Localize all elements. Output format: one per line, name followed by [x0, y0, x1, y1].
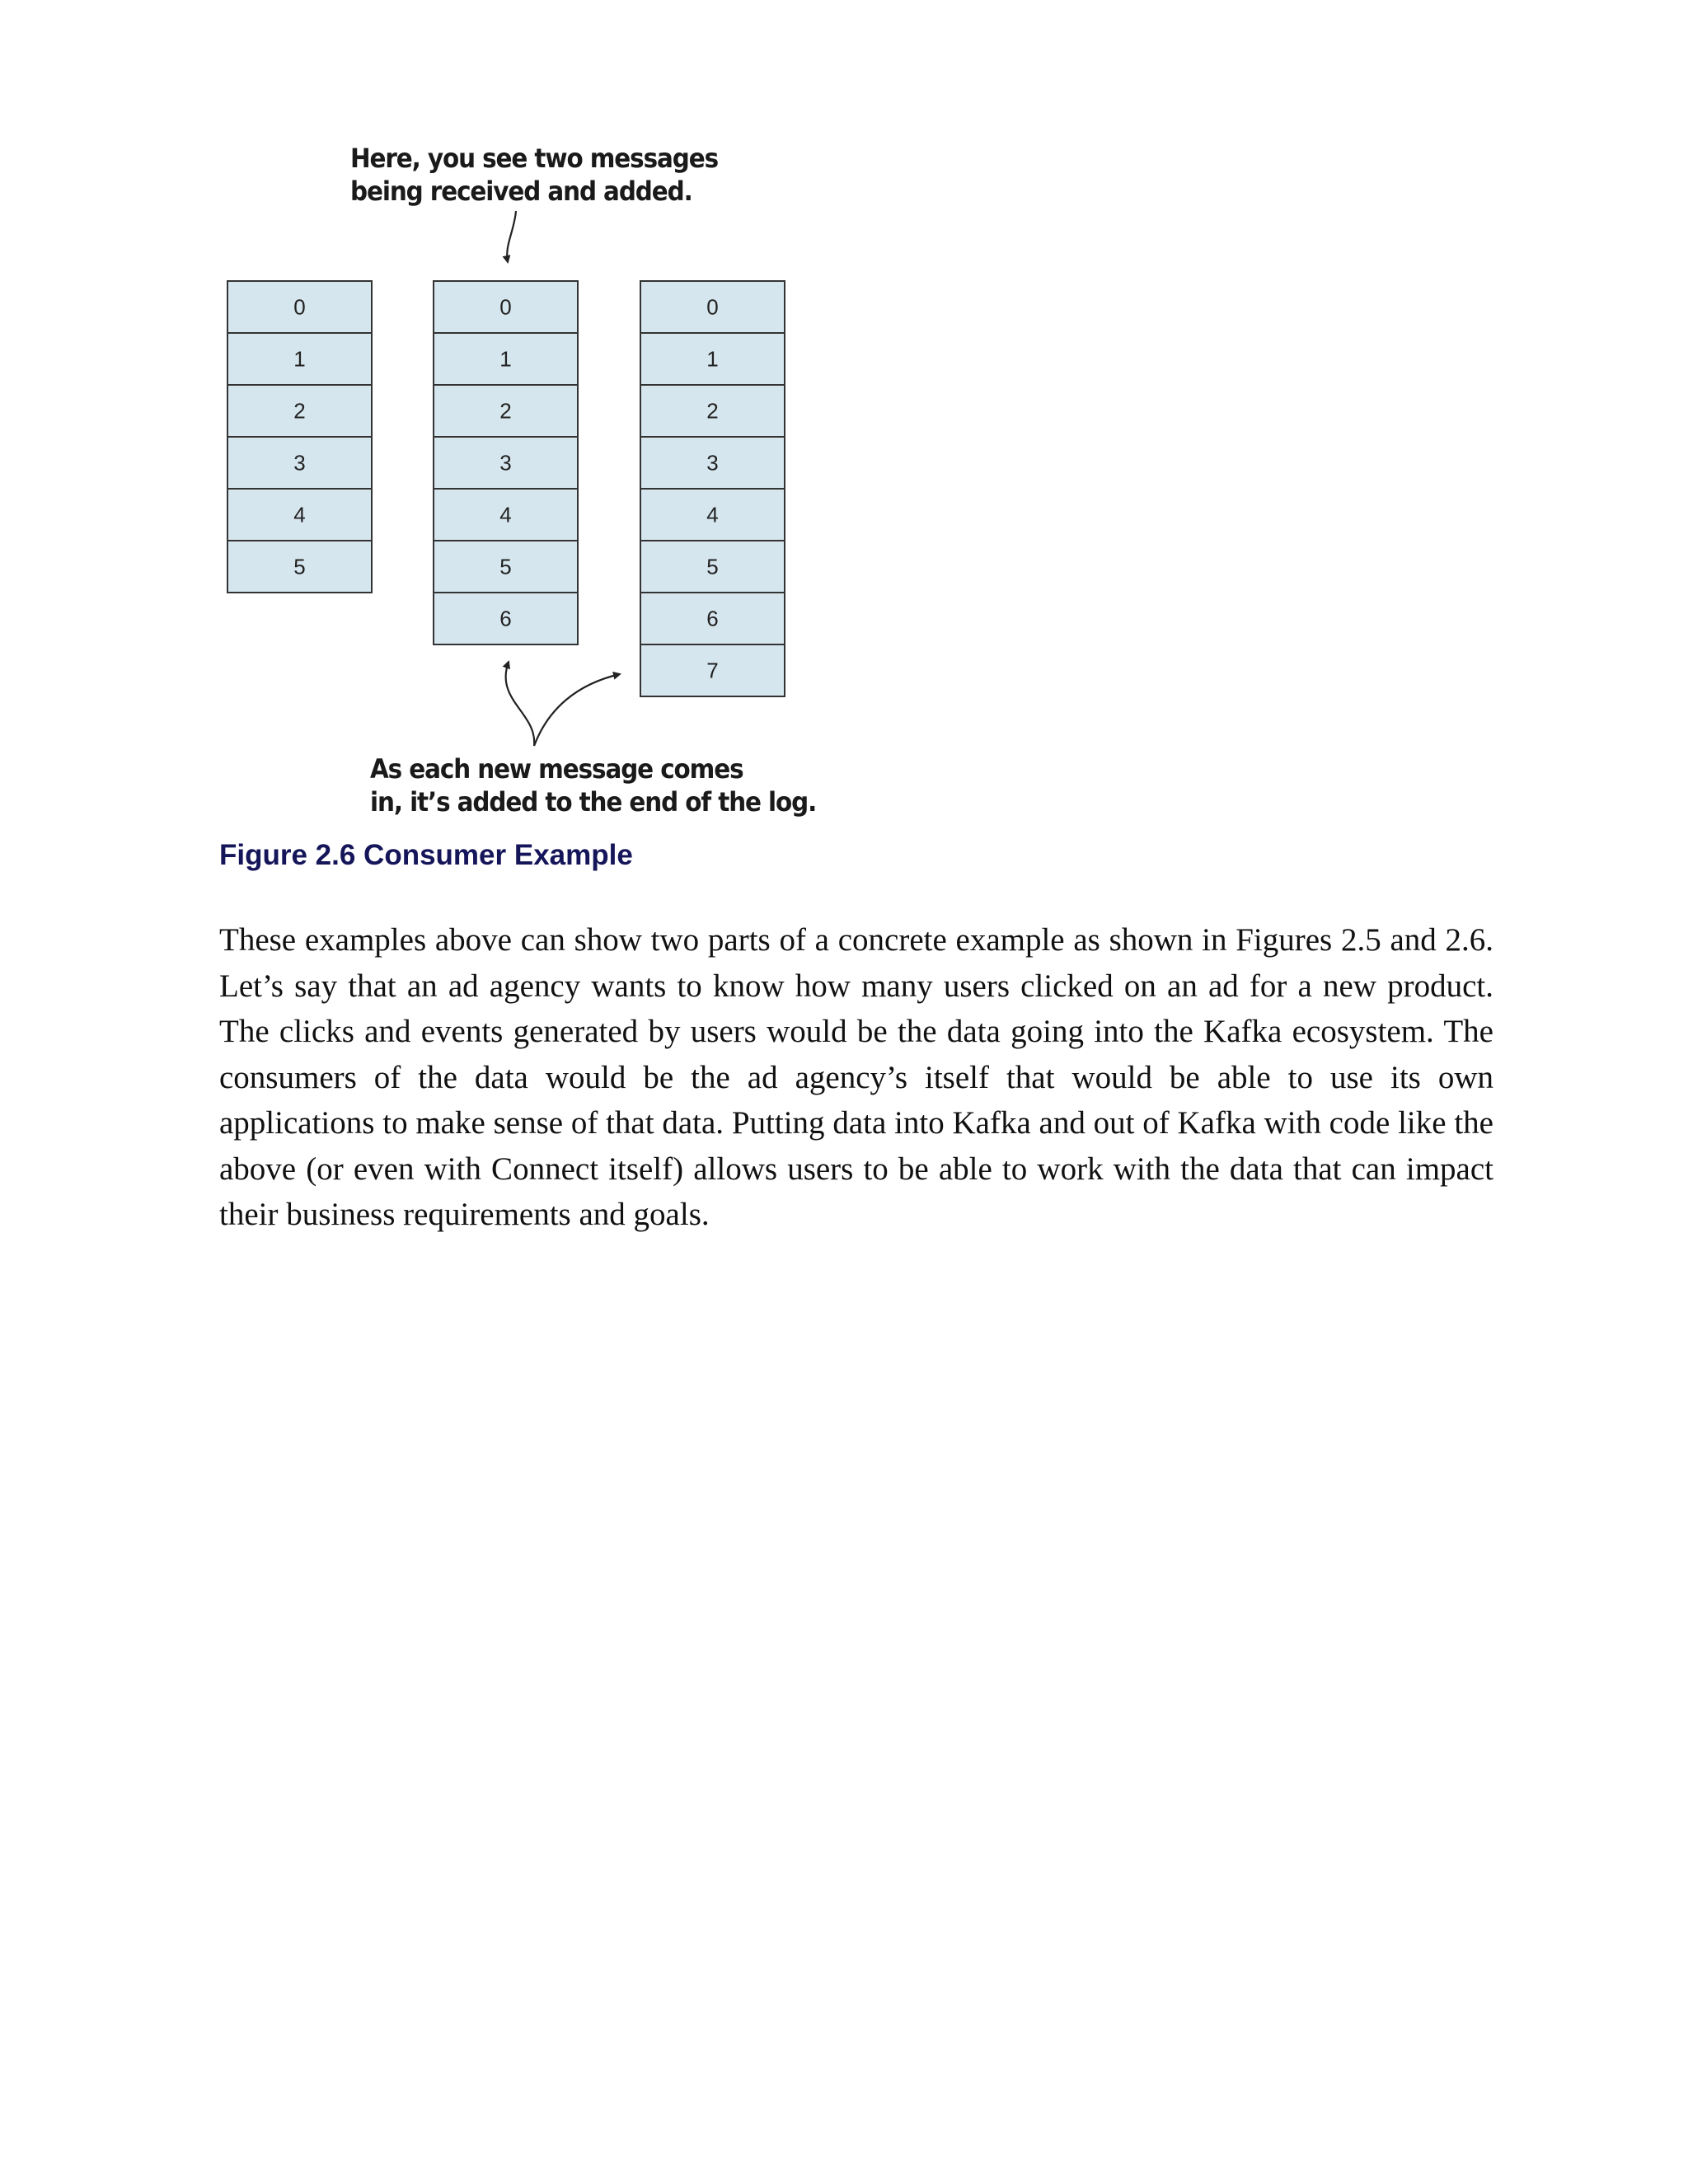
- log-cell-offset: 1: [293, 346, 306, 372]
- log-diagram: [0, 0, 1688, 832]
- log-cell-offset: 2: [293, 398, 306, 424]
- arrow-to-second-log: [506, 662, 535, 746]
- bottom-annotation-line-1: As each new message comes: [370, 753, 743, 785]
- log-column-2: [434, 281, 578, 644]
- log-cell-offset: 5: [706, 554, 719, 579]
- log-columns: [227, 281, 785, 696]
- log-cell-offset: 6: [499, 606, 512, 631]
- bottom-annotation-line-2: in, it’s added to the end of the log.: [370, 786, 817, 818]
- log-column-3: [640, 281, 785, 696]
- log-cell-offset: 3: [499, 450, 512, 476]
- log-cell-offset: 0: [293, 294, 306, 320]
- arrow-to-third-log: [534, 674, 620, 746]
- log-cell-offset: 1: [706, 346, 719, 372]
- log-cell-offset: 3: [293, 450, 306, 476]
- log-cell-offset: 6: [706, 606, 719, 631]
- bottom-annotation: [370, 752, 816, 818]
- body-paragraph: These examples above can show two parts of a concrete example as shown in Figures 2.5 and 2.6. Let’s say that an ad agency wants to know how many users clicked on an ad for a new product. The clicks and events generated by users would be the data going into the Kafka ecosystem. The consumers of the data would be the ad agency’s itself that would be able to use its own applications to make sense of that data. Putting data into Kafka and out of Kafka with code like the above (or even with Connect itself) allows users to be able to work with the data that can impact their business requirements and goals.: [219, 922, 1493, 1232]
- log-cell-offset: 4: [293, 502, 306, 527]
- log-cell-offset: 5: [499, 554, 512, 579]
- log-cell-offset: 3: [706, 450, 719, 476]
- figure-caption: Figure 2.6 Consumer Example: [219, 839, 633, 871]
- log-column-1: [227, 281, 372, 593]
- log-cell-offset: 4: [706, 502, 719, 527]
- log-cell-offset: 7: [706, 658, 719, 683]
- log-cell-offset: 4: [499, 502, 512, 527]
- log-cell-offset: 2: [706, 398, 719, 424]
- log-cell-offset: 1: [499, 346, 512, 372]
- top-arrow: [507, 211, 516, 262]
- top-annotation-line-1: Here, you see two messages: [350, 143, 719, 174]
- log-cell-offset: 0: [499, 294, 512, 320]
- top-annotation-line-2: being received and added.: [350, 176, 692, 207]
- log-cell-offset: 5: [293, 554, 306, 579]
- log-cell-offset: 0: [706, 294, 719, 320]
- log-cell-offset: 2: [499, 398, 512, 424]
